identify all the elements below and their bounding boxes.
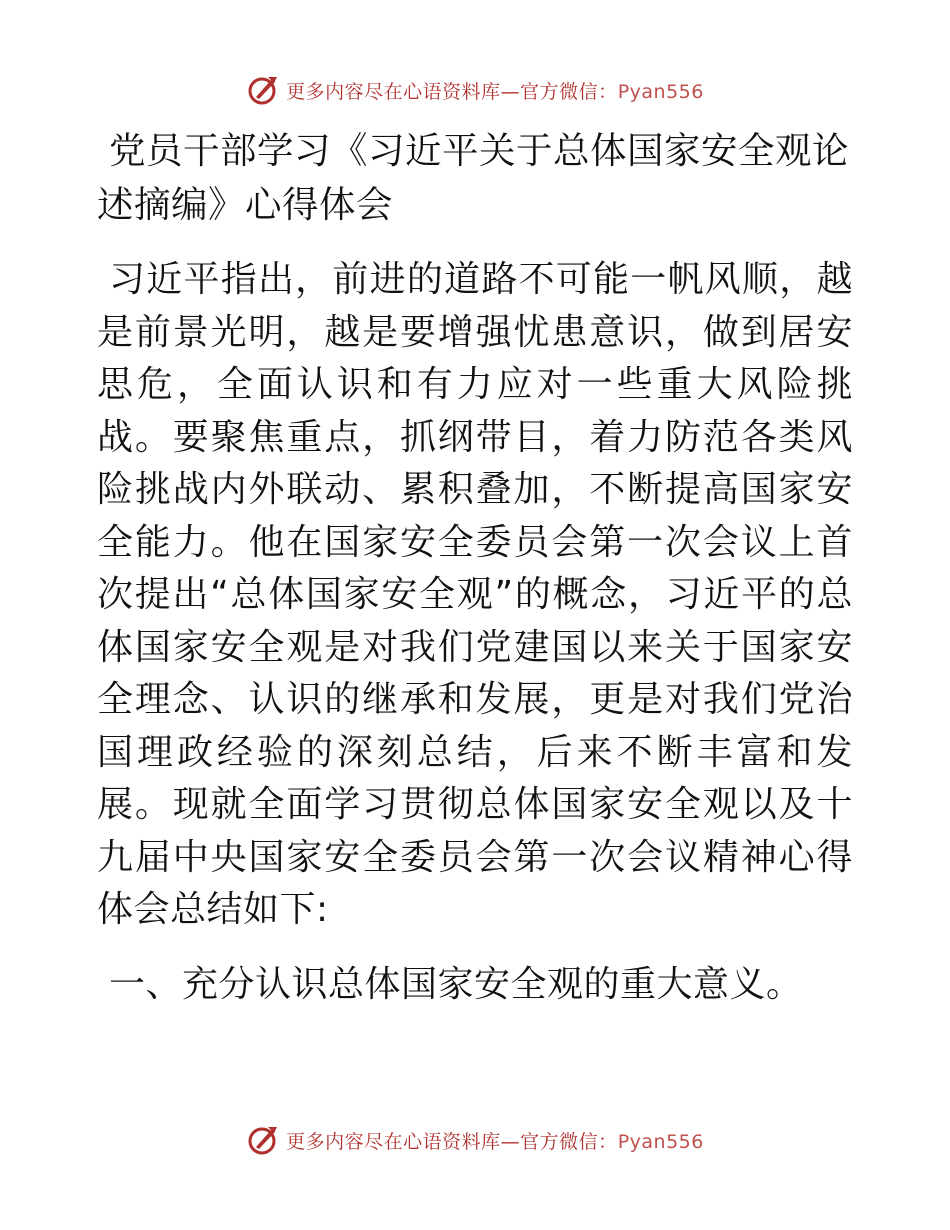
watermark-text: 更多内容尽在心语资料库—官方微信：Pyan556 [286,80,704,103]
quill-logo-icon [246,1123,280,1157]
document-title: 党员干部学习《习近平关于总体国家安全观论述摘编》心得体会 [97,129,849,226]
quill-logo-icon [246,73,280,107]
section-heading-1: 一、充分认识总体国家安全观的重大意义。 [109,963,803,1005]
watermark-text: 更多内容尽在心语资料库—官方微信：Pyan556 [286,1130,704,1153]
watermark-footer [0,1120,950,1160]
intro-paragraph: 习近平指出，前进的道路不可能一帆风顺，越是前景光明，越是要增强忧患意识，做到居安思危，全面认识和有力应对一些重大风险挑战。要聚焦重点，抓纲带目，着力防范各类风险挑战内外联动、累积叠加，不断提高国家安全能力。他在国家安全委员会第一次会议上首次提出“总体国家安全观”的概念，习近平的总体国家安全观是对我们党建国以来关于国家安全理念、认识的继承和发展，更是对我们党治国理政经验的深刻总结，后来不断丰富和发展。现就全面学习贯彻总体国家安全观以及十九届中央国家安全委员会第一次会议精神心得体会总结如下: [97,259,853,930]
document-body [97,124,853,1011]
watermark-header [0,70,950,110]
